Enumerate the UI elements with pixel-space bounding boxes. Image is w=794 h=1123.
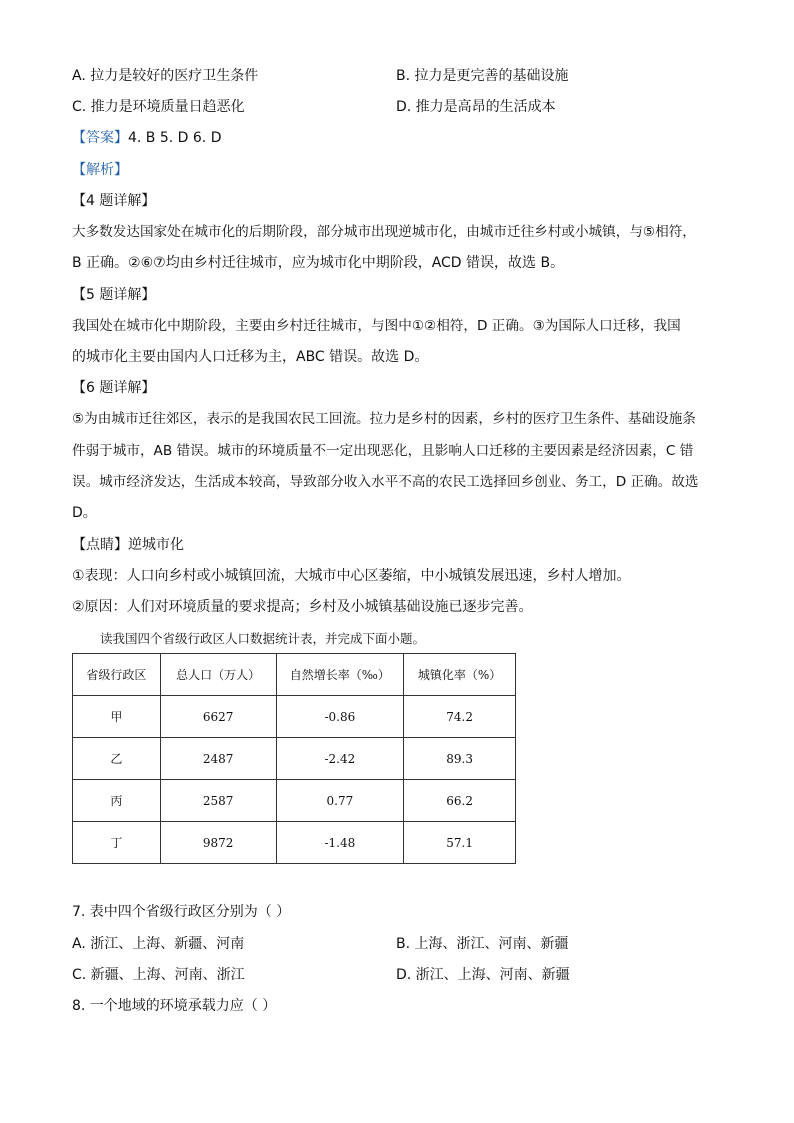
q4-heading: 【4 题详解】 <box>72 193 156 209</box>
option-c: C. 推力是环境质量日趋恶化 <box>72 99 245 115</box>
table-row <box>73 780 516 822</box>
cell-population: 2487 <box>160 738 276 780</box>
cell-population: 9872 <box>160 822 276 864</box>
cell-region: 乙 <box>73 738 161 780</box>
cell-urbanization: 74.2 <box>404 696 516 738</box>
table-row <box>73 738 516 780</box>
cell-urbanization: 66.2 <box>404 780 516 822</box>
q7-stem: 7. 表中四个省级行政区分别为（ ） <box>72 904 291 920</box>
cell-growth-rate: 0.77 <box>276 780 404 822</box>
q6-line-1: ⑤为由城市迁往郊区，表示的是我国农民工回流。拉力是乡村的因素，乡村的医疗卫生条件、基础设施条 <box>72 411 696 427</box>
tip-tag: 【点睛】 <box>72 537 128 553</box>
table-header-row <box>73 654 516 696</box>
q7-option-d: D. 浙江、上海、河南、新疆 <box>396 967 570 983</box>
answer-tag: 【答案】 <box>72 130 128 146</box>
q5-line-2: 的城市化主要由国内人口迁移为主，ABC 错误。故选 D。 <box>72 349 429 365</box>
q6-line-2: 件弱于城市，AB 错误。城市的环境质量不一定出现恶化，且影响人口迁移的主要因素是经济因素，C 错 <box>72 443 694 459</box>
cell-population: 6627 <box>160 696 276 738</box>
population-table <box>72 653 516 864</box>
cell-population: 2587 <box>160 780 276 822</box>
answer-line <box>72 128 222 148</box>
header-region: 省级行政区 <box>73 654 161 696</box>
q5-heading: 【5 题详解】 <box>72 287 156 303</box>
q4-line-1: 大多数发达国家处在城市化的后期阶段，部分城市出现逆城市化，由城市迁往乡村或小城镇，与⑤相符， <box>72 224 696 240</box>
q6-line-3: 误。城市经济发达，生活成本较高，导致部分收入水平不高的农民工选择回乡创业、务工，D 正确。故选 <box>72 474 699 490</box>
q7-option-c: C. 新疆、上海、河南、浙江 <box>72 967 245 983</box>
table-caption: 读我国四个省级行政区人口数据统计表，并完成下面小题。 <box>100 631 426 646</box>
table-row <box>73 822 516 864</box>
q5-line-1: 我国处在城市化中期阶段，主要由乡村迁往城市，与图中①②相符，D 正确。③为国际人口迁移，我国 <box>72 318 681 334</box>
q4-line-2: B 正确。②⑥⑦均由乡村迁往城市，应为城市化中期阶段，ACD 错误，故选 B。 <box>72 255 565 271</box>
q7-option-a: A. 浙江、上海、新疆、河南 <box>72 936 245 952</box>
cell-urbanization: 89.3 <box>404 738 516 780</box>
cell-region: 甲 <box>73 696 161 738</box>
cell-urbanization: 57.1 <box>404 822 516 864</box>
header-urbanization: 城镇化率（%） <box>404 654 516 696</box>
cell-region: 丁 <box>73 822 161 864</box>
table-row <box>73 696 516 738</box>
option-a: A. 拉力是较好的医疗卫生条件 <box>72 68 259 84</box>
q7-option-b: B. 上海、浙江、河南、新疆 <box>396 936 569 952</box>
cell-growth-rate: -2.42 <box>276 738 404 780</box>
tip-heading <box>72 535 184 555</box>
option-d: D. 推力是高昂的生活成本 <box>396 99 556 115</box>
q6-heading: 【6 题详解】 <box>72 380 156 396</box>
answer-text: 4. B 5. D 6. D <box>128 130 222 146</box>
q8-stem: 8. 一个地域的环境承载力应（ ） <box>72 998 277 1014</box>
tip-line-2: ②原因：人们对环境质量的要求提高；乡村及小城镇基础设施已逐步完善。 <box>72 599 533 615</box>
tip-line-1: ①表现：人口向乡村或小城镇回流，大城市中心区萎缩，中小城镇发展迅速，乡村人增加。 <box>72 568 631 584</box>
cell-growth-rate: -0.86 <box>276 696 404 738</box>
analysis-tag: 【解析】 <box>72 162 128 178</box>
header-growth-rate: 自然增长率（‰） <box>276 654 404 696</box>
cell-region: 丙 <box>73 780 161 822</box>
header-population: 总人口（万人） <box>160 654 276 696</box>
option-b: B. 拉力是更完善的基础设施 <box>396 68 569 84</box>
q6-line-4: D。 <box>72 505 97 521</box>
cell-growth-rate: -1.48 <box>276 822 404 864</box>
tip-title: 逆城市化 <box>128 537 184 553</box>
